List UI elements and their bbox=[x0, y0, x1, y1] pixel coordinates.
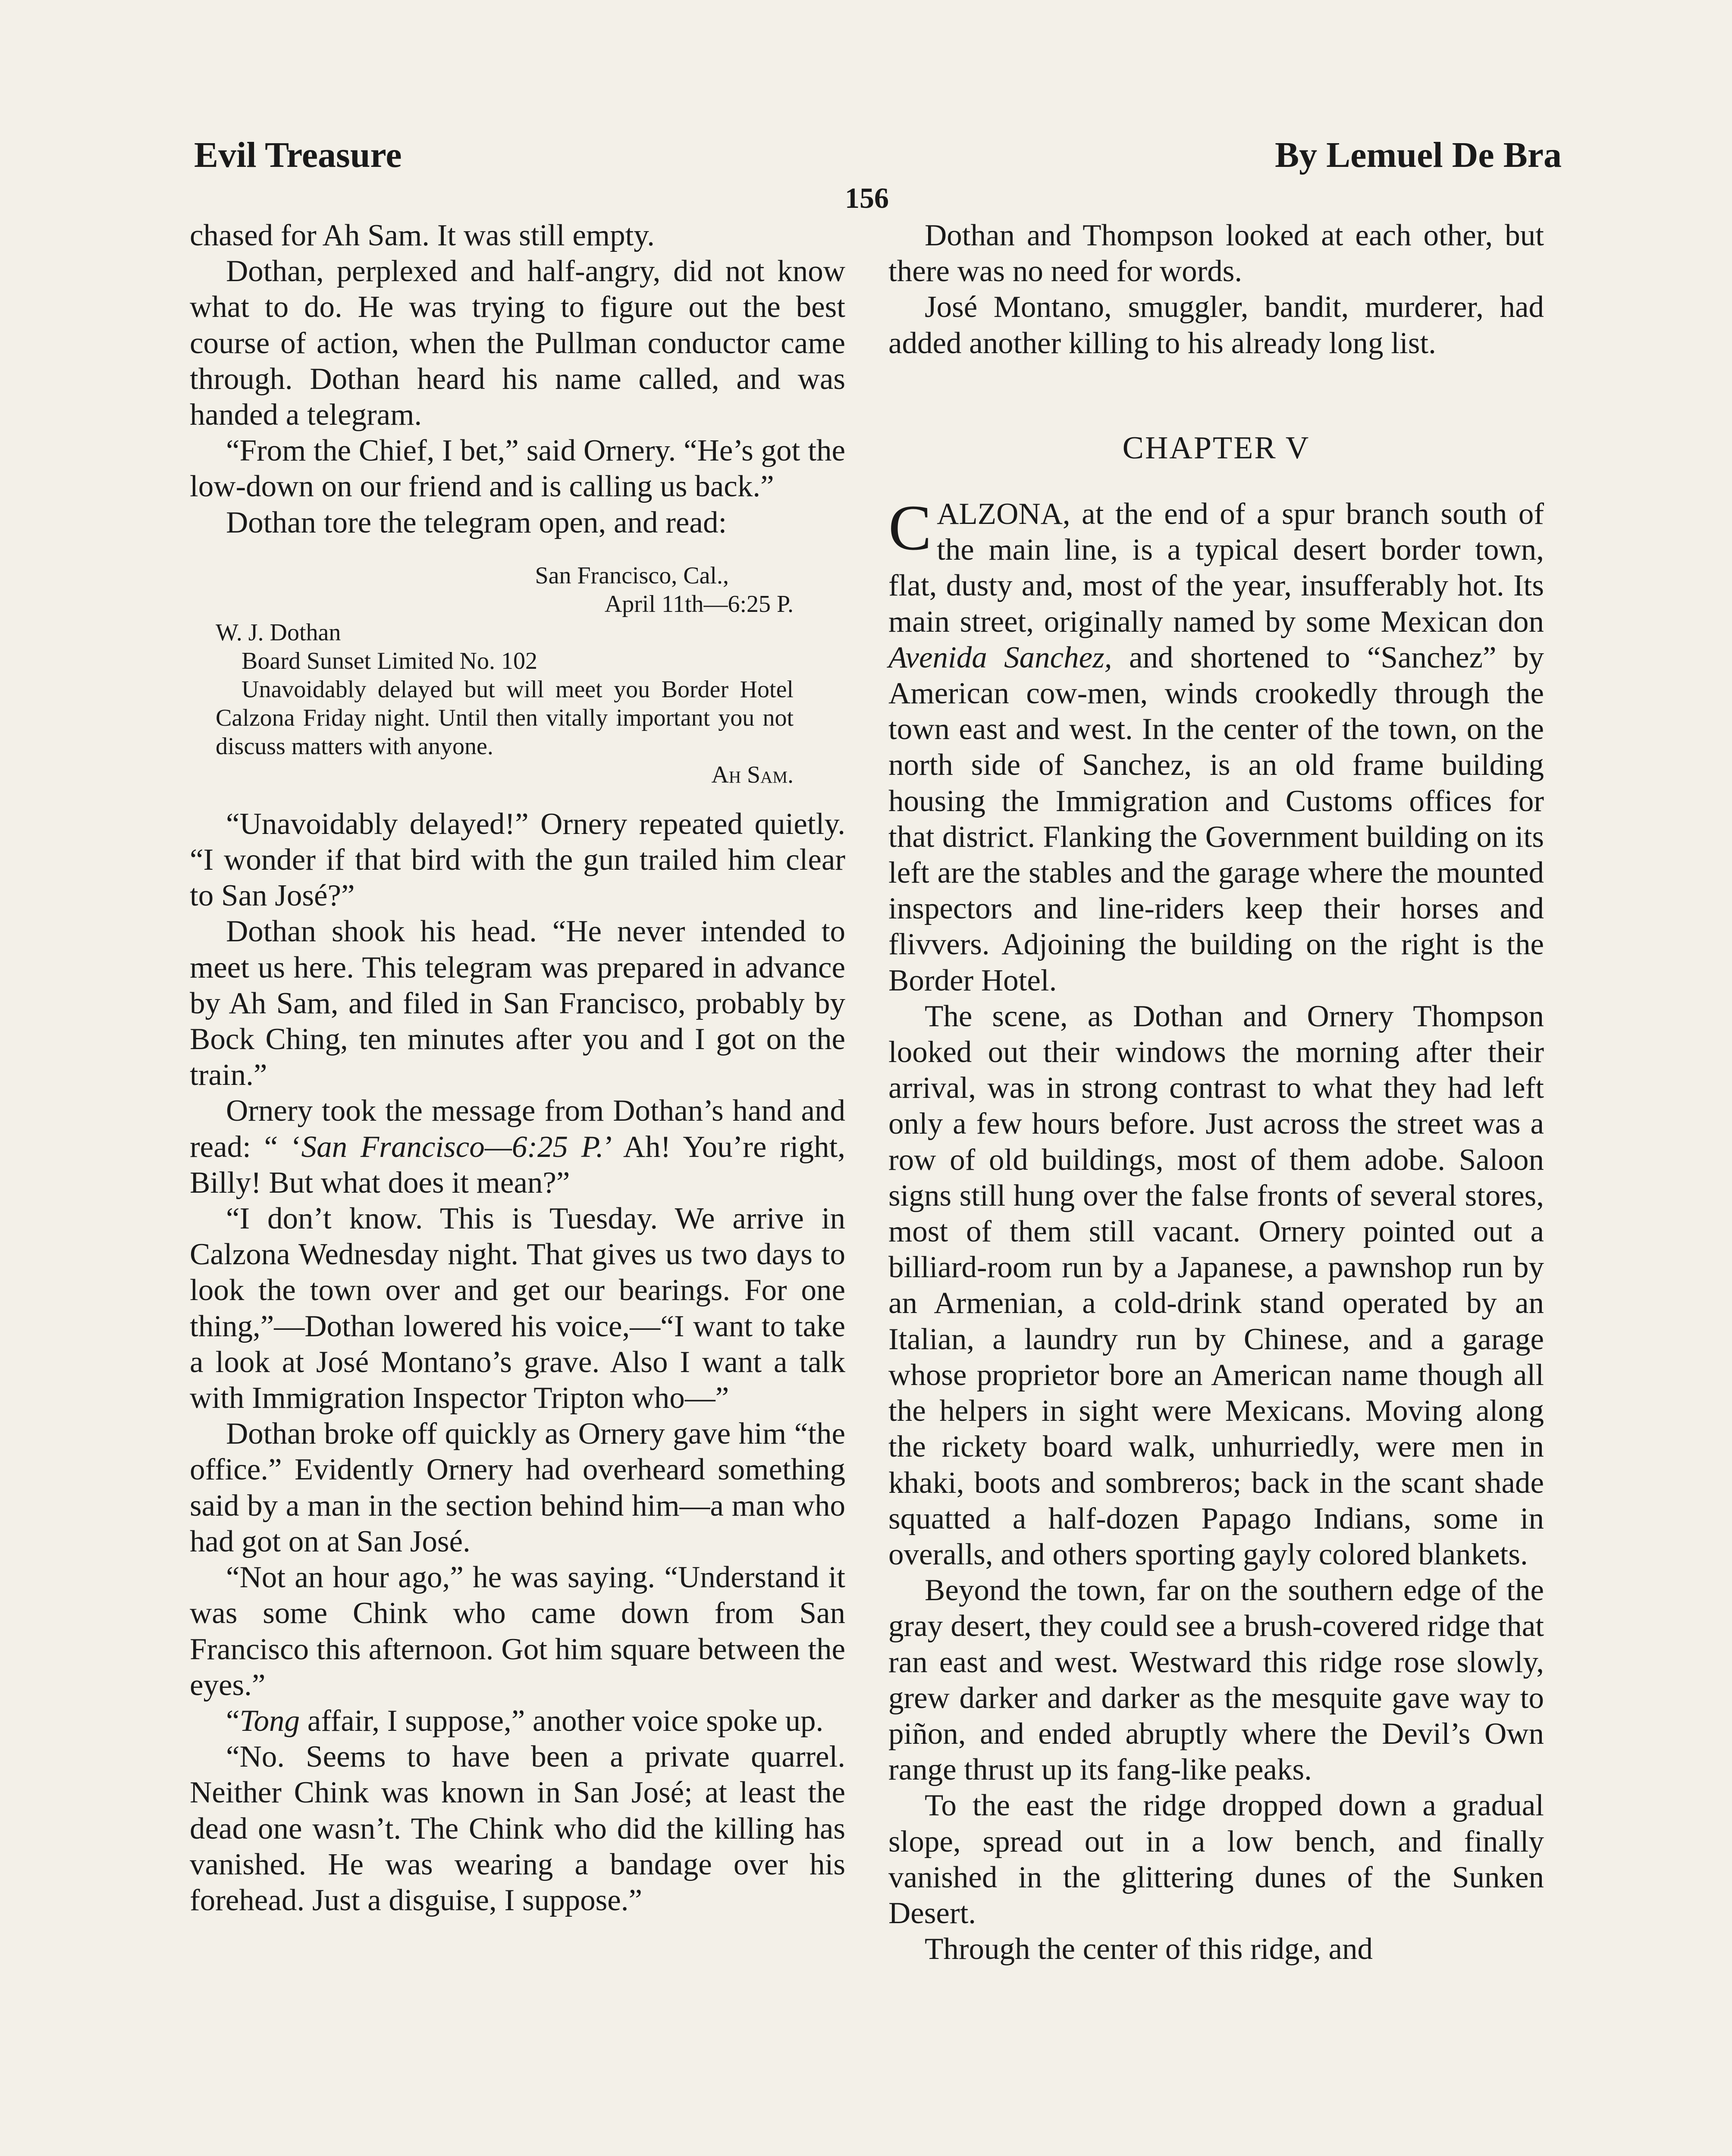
paragraph: chased for Ah Sam. It was still empty. bbox=[190, 219, 655, 252]
telegram-body: Unavoidably delayed but will meet you Border Hotel Calzona Friday night. Until then vitally important you not discuss matters with anyone. bbox=[216, 676, 794, 760]
paragraph: CALZONA, at the end of a spur branch south of the main line, is a typical desert border town, flat, dusty and, most of the year, insufferably hot. Its main street, originally named by some Mexican don Avenida Sanchez, and shortened to “Sanchez” by American cow-men, winds crookedly through the town east and west. In the center of the town, on the north side of Sanchez, is an old frame building housing the Immigration and Customs offices for that district. Flanking the Government building on its left are the stables and the garage where the mounted inspectors and line-riders keep their horses and flivvers. Adjoining the building on the right is the Border Hotel. bbox=[888, 492, 1544, 997]
running-title: Evil Treasure bbox=[194, 135, 402, 175]
telegram-recipient: W. J. Dothan bbox=[216, 619, 341, 646]
left-column bbox=[190, 218, 845, 1918]
telegram-place: San Francisco, Cal., bbox=[535, 562, 729, 589]
right-column bbox=[888, 218, 1544, 1967]
paragraph: “Tong affair, I suppose,” another voice spoke up. bbox=[226, 1704, 824, 1738]
paragraph: José Montano, smuggler, bandit, murderer, had added another killing to his already long list. bbox=[888, 290, 1544, 360]
running-author: By Lemuel De Bra bbox=[1275, 135, 1562, 175]
paragraph: Dothan and Thompson looked at each other, but there was no need for words. bbox=[888, 219, 1544, 288]
paragraph: “Not an hour ago,” he was saying. “Understand it was some Chink who came down from San Francisco this afternoon. Got him square between the eyes.” bbox=[190, 1561, 845, 1702]
telegram-date: April 11th—6:25 P. bbox=[604, 590, 794, 617]
paragraph: The scene, as Dothan and Ornery Thompson looked out their windows the morning after their arrival, was in strong contrast to what they had left only a few hours before. Just across the street was a row of old buildings, most of them adobe. Saloon signs still hung over the false fronts of several stores, most of them still vacant. Ornery pointed out a billiard-room run by a Japanese, a pawnshop run by an Armenian, a cold-drink stand operated by an Italian, a laundry run by Chinese, and a garage whose proprietor bore an American name though all the helpers in sight were Mexicans. Moving along the rickety board walk, unhurriedly, were men in khaki, boots and sombreros; back in the scant shade squatted a half-dozen Papago Indians, some in overalls, and others sporting gayly colored blankets. bbox=[888, 999, 1544, 1571]
telegram bbox=[216, 561, 794, 789]
telegram-board: Board Sunset Limited No. 102 bbox=[242, 647, 537, 674]
paragraph: “I don’t know. This is Tuesday. We arrive in Calzona Wednesday night. That gives us two days to look the town over and get our bearings. For one thing,”—Dothan lowered his voice,—“I want to take a look at José Montano’s grave. Also I want a talk with Immigration Inspector Tripton who—” bbox=[190, 1202, 845, 1415]
paragraph: Dothan, perplexed and half-angry, did not know what to do. He was trying to figure out the best course of action, when the Pullman conductor came through. Dothan heard his name called, and was handed a telegram. bbox=[190, 254, 845, 432]
paragraph: Through the center of this ridge, and bbox=[925, 1932, 1373, 1966]
paragraph: To the east the ridge dropped down a gradual slope, spread out in a low bench, and finally vanished in the glittering dunes of the Sunken Desert. bbox=[888, 1789, 1544, 1930]
page-number: 156 bbox=[845, 182, 889, 214]
paragraph: Ornery took the message from Dothan’s hand and read: “ ‘San Francisco—6:25 P.’ Ah! You’re right, Billy! But what does it mean?” bbox=[190, 1094, 845, 1200]
telegram-signature: Ah Sam. bbox=[711, 761, 794, 788]
paragraph: “No. Seems to have been a private quarrel. Neither Chink was known in San José; at least the dead one wasn’t. The Chink who did the killing has vanished. He was wearing a bandage over his forehead. Just a disguise, I suppose.” bbox=[190, 1740, 845, 1917]
drop-cap: C bbox=[888, 492, 932, 564]
paragraph: “From the Chief, I bet,” said Ornery. “He’s got the low-down on our friend and is calling us back.” bbox=[190, 434, 845, 504]
chapter-heading: CHAPTER V bbox=[1122, 430, 1310, 466]
paragraph: “Unavoidably delayed!” Ornery repeated quietly. “I wonder if that bird with the gun trailed him clear to San José?” bbox=[190, 807, 845, 913]
paragraph: Dothan broke off quickly as Ornery gave him “the office.” Evidently Ornery had overheard something said by a man in the section behind him—a man who had got on at San José. bbox=[190, 1417, 845, 1558]
paragraph: Dothan shook his head. “He never intended to meet us here. This telegram was prepared in advance by Ah Sam, and filed in San Francisco, probably by Bock Ching, ten minutes after you and I got on the train.” bbox=[190, 915, 845, 1092]
paragraph: Dothan tore the telegram open, and read: bbox=[226, 505, 727, 539]
paragraph: Beyond the town, far on the southern edge of the gray desert, they could see a brush-covered ridge that ran east and west. Westward this ridge rose slowly, grew darker and darker as the mesquite gave way to piñon, and ended abruptly where the Devil’s Own range thrust up its fang-like peaks. bbox=[888, 1573, 1544, 1787]
